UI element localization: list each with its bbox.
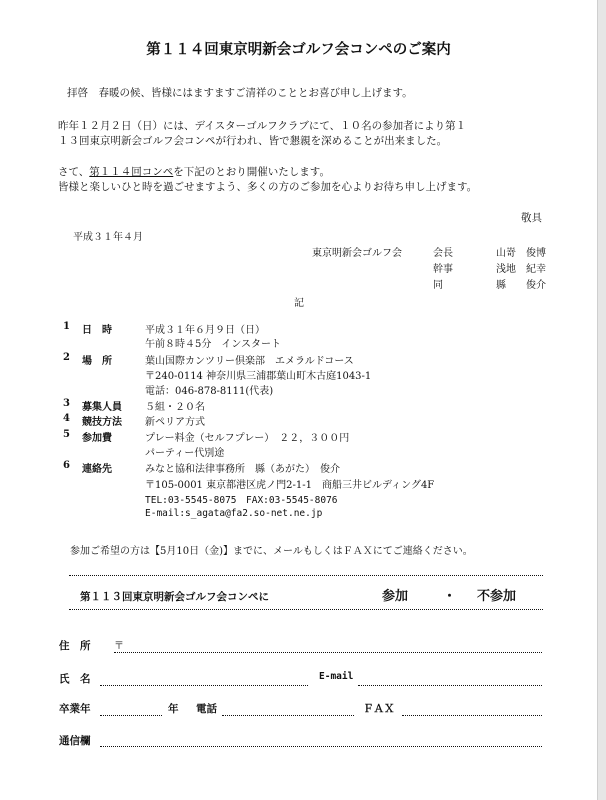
detail-value: 午前８時４5分 インスタート bbox=[145, 339, 282, 350]
detail-number: 6 bbox=[63, 460, 70, 471]
detail-value: 電話：046-878-8111(代表) bbox=[145, 386, 274, 397]
detail-value: E-mail:s_agata@fa2.so-net.ne.jp bbox=[145, 508, 323, 519]
not-attend-option[interactable]: 不参加 bbox=[477, 589, 517, 604]
detail-number: 1 bbox=[63, 321, 70, 332]
detail-number: 4 bbox=[63, 413, 70, 424]
officer-role: 会長 bbox=[433, 248, 453, 259]
detail-label: 連絡先 bbox=[82, 464, 112, 475]
organization-name: 東京明新会ゴルフ会 bbox=[312, 248, 402, 259]
document-title: 第１１４回東京明新会ゴルフ会コンペのご案内 bbox=[146, 41, 451, 58]
paragraph-2-line-2: 皆様と楽しいひと時を過ごせますよう、多くの方のご参加を心よりお待ち申し上げます。 bbox=[58, 181, 478, 193]
detail-value: みなと協和法律事務所 縣（あがた） 俊介 bbox=[145, 464, 340, 475]
officer-name: 山嵜 俊博 bbox=[496, 248, 546, 259]
postal-mark: 〒 bbox=[114, 641, 124, 652]
graduation-year-field[interactable] bbox=[100, 715, 162, 716]
officer-name: 縣 俊介 bbox=[496, 280, 546, 291]
detail-label: 募集人員 bbox=[82, 402, 122, 413]
closing-keigu: 敬具 bbox=[521, 212, 542, 224]
officer-role: 同 bbox=[433, 280, 443, 291]
paragraph-2-line-1 bbox=[58, 164, 330, 179]
graduation-year-label: 卒業年 bbox=[59, 703, 91, 715]
officer-name: 浅地 紀幸 bbox=[496, 264, 546, 275]
message-label: 通信欄 bbox=[59, 735, 91, 747]
greeting-text: 拝啓 春暖の候、皆様にはますますご清祥のこととお喜び申し上げます。 bbox=[67, 87, 413, 99]
phone-field[interactable] bbox=[222, 715, 354, 716]
address-label: 住 所 bbox=[59, 640, 91, 652]
detail-number: 2 bbox=[63, 352, 70, 363]
detail-number: 3 bbox=[63, 398, 70, 409]
event-name-underlined: 第１１４回コンペ bbox=[89, 166, 174, 178]
detail-value: TEL:03-5545-8075 FAX:03-5545-8076 bbox=[145, 495, 338, 506]
form-top-dotted-line bbox=[69, 575, 543, 576]
address-field[interactable] bbox=[114, 652, 542, 653]
detail-value: ５組・２０名 bbox=[145, 402, 205, 413]
document-date: 平成３１年４月 bbox=[73, 232, 143, 243]
detail-value: プレー料金（セルフプレー） ２２，３００円 bbox=[145, 433, 350, 444]
detail-label: 日 時 bbox=[82, 325, 112, 336]
email-label: E-mail bbox=[319, 671, 354, 682]
detail-label: 場 所 bbox=[82, 356, 112, 367]
ki-heading: 記 bbox=[294, 298, 304, 309]
email-field[interactable] bbox=[358, 685, 542, 686]
name-label: 氏 名 bbox=[59, 673, 91, 685]
form-bottom-dotted-line bbox=[69, 609, 543, 610]
message-field[interactable] bbox=[100, 746, 542, 747]
fax-label: ＦＡＸ bbox=[363, 703, 395, 715]
window-edge bbox=[597, 0, 606, 800]
paragraph-2-post: を下記のとおり開催いたします。 bbox=[173, 166, 330, 178]
form-heading: 第１１３回東京明新会ゴルフ会コンペに bbox=[80, 591, 269, 603]
year-suffix-label: 年 bbox=[168, 703, 179, 715]
paragraph-1-line-2: １３回東京明新会ゴルフ会コンペが行われ、皆で懇親を深めることが出来ました。 bbox=[58, 135, 448, 147]
name-field[interactable] bbox=[100, 685, 308, 686]
notice-text: 参加ご希望の方は【5月10日（金)】までに、メールもしくはＦＡＸにてご連絡ください。 bbox=[70, 546, 473, 557]
paragraph-1-line-1: 昨年１２月２日（日）には、デイスターゴルフクラブにて、１０名の参加者により第１ bbox=[58, 120, 467, 132]
detail-value: 新ペリア方式 bbox=[145, 417, 205, 428]
detail-number: 5 bbox=[63, 429, 70, 440]
detail-value: 〒105-0001 東京都港区虎ノ門2-1-1 商船三井ビルディング4F bbox=[145, 480, 435, 491]
detail-value: 平成３１年６月９日（日） bbox=[145, 325, 265, 336]
attend-option[interactable]: 参加 bbox=[382, 589, 409, 604]
officer-role: 幹事 bbox=[433, 264, 453, 275]
detail-value: パーティー代別途 bbox=[145, 448, 225, 459]
detail-value: 〒240-0114 神奈川県三浦郡葉山町木古庭1043-1 bbox=[145, 371, 372, 382]
option-separator: ・ bbox=[443, 589, 457, 604]
fax-field[interactable] bbox=[402, 715, 542, 716]
paragraph-2-pre: さて、 bbox=[58, 166, 90, 178]
detail-value: 葉山国際カンツリー倶楽部 エメラルドコース bbox=[145, 356, 354, 367]
detail-label: 競技方法 bbox=[82, 417, 122, 428]
phone-label: 電話 bbox=[196, 703, 217, 715]
detail-label: 参加費 bbox=[82, 433, 112, 444]
